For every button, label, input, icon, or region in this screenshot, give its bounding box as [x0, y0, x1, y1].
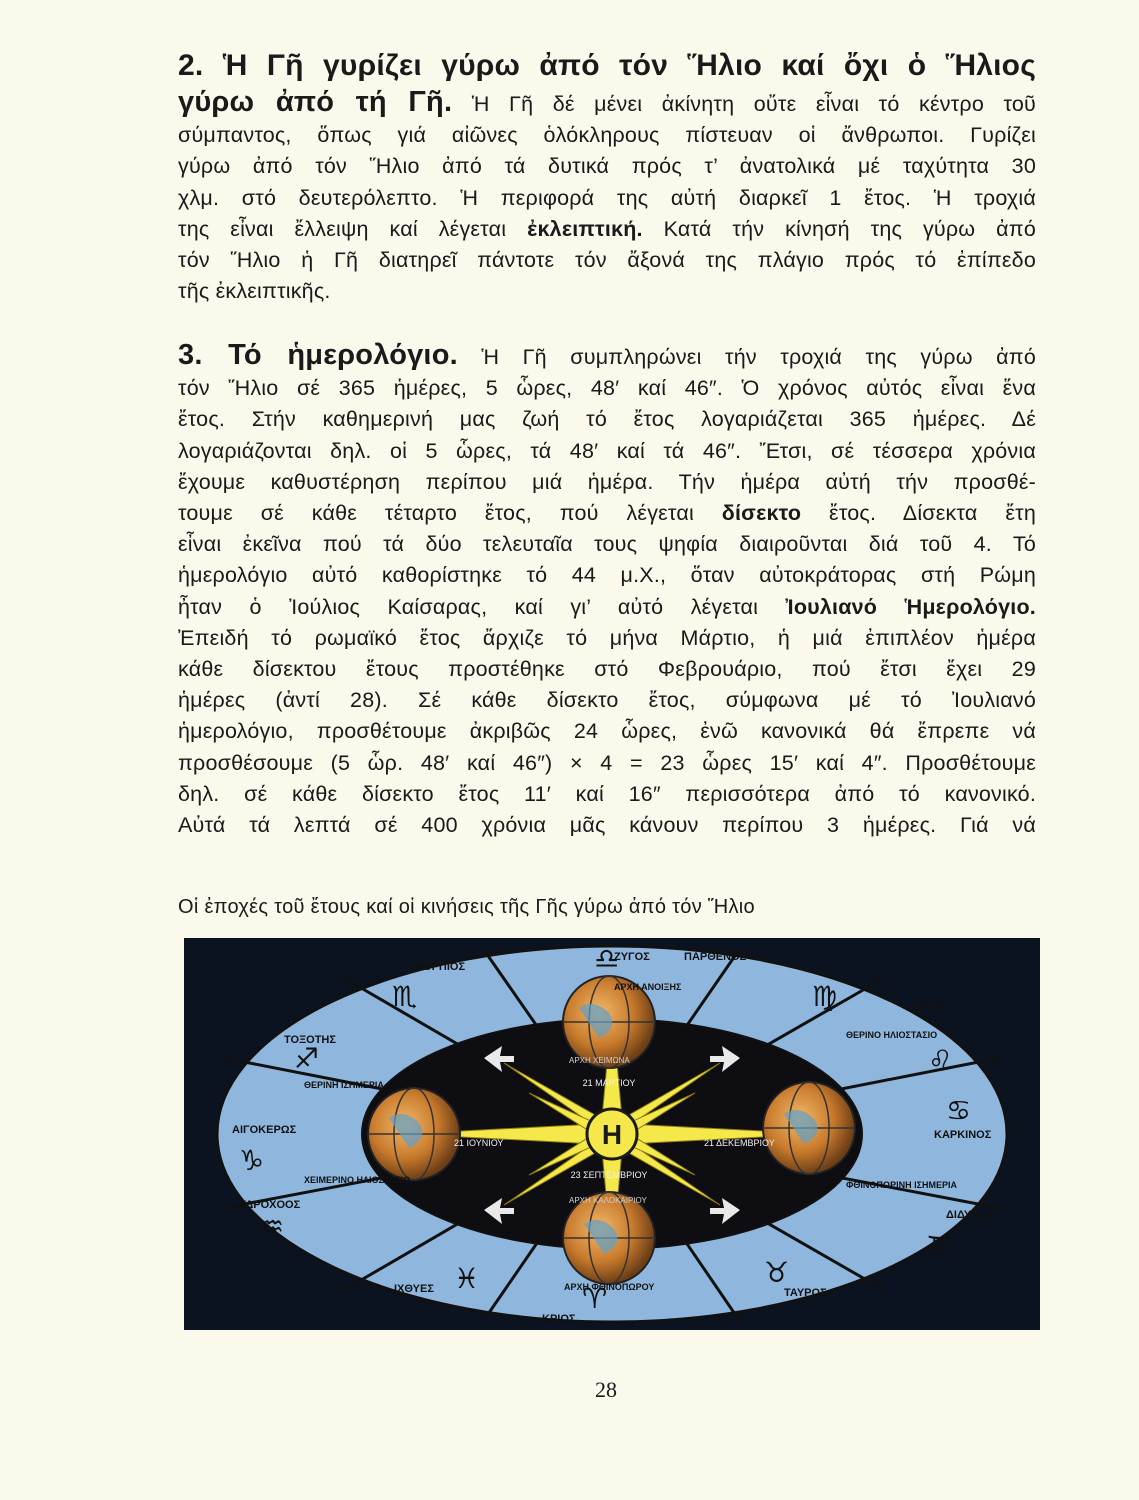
sun-label: Η	[601, 1119, 623, 1150]
label-sep-23: 23 ΣΕΠΤΕΜΒΡΙΟΥ	[570, 1170, 648, 1180]
section-2-text: Κατά τήν κίνησή της γύρω ἀπό	[642, 216, 1036, 241]
label-june-21: 21 ΙΟΥΝΙΟΥ	[454, 1138, 504, 1148]
section-2-line-1	[178, 87, 1036, 120]
earth-globe-bottom	[563, 1192, 655, 1284]
section-2-line-5	[178, 214, 1036, 245]
zodiac-leon: ΛΕΩΝ	[912, 1001, 944, 1013]
zodiac-ichthyes: ΙΧΘΥΕΣ	[394, 1283, 434, 1295]
scorpio-glyph-icon: ♏	[392, 981, 418, 1012]
section-2-line-3: γύρω ἀπό τόν Ἥλιο ἀπό τά δυτικά πρός τ’ ἀνατολικά μέ ταχύτητα 30	[178, 154, 1036, 179]
section-2-line-6: τόν Ἥλιο ἡ Γῆ διατηρεῖ πάντοτε τόν ἄξονά της πλάγιο πρός τό ἐπίπεδο	[178, 248, 1036, 273]
label-therini-isimeria: ΘΕΡΙΝΗ ΙΣΗΜΕΡΙΑ	[304, 1080, 384, 1090]
section-2-heading-cont: γύρω ἀπό τή Γῆ.	[178, 86, 453, 118]
zodiac-tavros: ΤΑΥΡΟΣ	[784, 1287, 827, 1299]
section-3	[178, 340, 1036, 841]
section-3-line-2: τόν Ἥλιο σέ 365 ἡμέρες, 5 ὧρες, 48′ καί 46″. Ὁ χρόνος αὐτός εἶναι ἕνα	[178, 376, 1036, 401]
section-3-line-13: ἡμερολόγιο, προσθέτουμε ἀκριβῶς 24 ὧρες, ἐνῶ κανονικά θά ἔπρεπε νά	[178, 719, 1036, 744]
section-2-text: της εἶναι ἔλλειψη καί λέγεται	[178, 216, 528, 241]
label-dec-21: 21 ΔΕΚΕΜΒΡΙΟΥ	[704, 1138, 775, 1148]
aries-glyph-icon: ♈	[582, 1283, 608, 1314]
section-3-heading: 3. Τό ἡμερολόγιο.	[178, 339, 458, 371]
zodiac-zygos: ΖΥΓΟΣ	[614, 951, 650, 963]
taurus-glyph-icon: ♉	[764, 1257, 790, 1288]
orbit-diagram	[184, 938, 1040, 1330]
section-2-line-4: χλμ. στό δευτερόλεπτο. Ἡ περιφορά της αὐτή διαρκεῖ 1 ἔτος. Ἡ τροχιά	[178, 185, 1036, 210]
term-disekto: δίσεκτο	[721, 501, 802, 526]
section-2-line-2: σύμπαντος, ὅπως γιά αἰῶνες ὁλόκληρους πίστευαν οἱ ἄνθρωποι. Γυρίζει	[178, 123, 1036, 148]
section-3-text: ἔτος. Δίσεκτα ἔτη	[801, 501, 1036, 526]
zodiac-aigokeros: ΑΙΓΟΚΕΡΩΣ	[232, 1124, 297, 1136]
section-2	[178, 45, 1036, 307]
section-3-line-7: εἶναι ἐκεῖνα πού τά δύο τελευταῖα τους ψηφία διαιροῦνται διά τοῦ 4. Τό	[178, 532, 1036, 557]
zodiac-ydrochoos: ΥΔΡΟΧΟΟΣ	[239, 1199, 301, 1211]
zodiac-toxotis: ΤΟΞΟΤΗΣ	[284, 1034, 336, 1046]
section-3-text: ἦταν ὁ Ἰούλιος Καίσαρας, καί γι’ αὐτό λέγεται	[178, 594, 786, 619]
section-2-heading: 2. Ἡ Γῆ γυρίζει γύρω ἀπό τόν Ἥλιο καί ὄχι ὁ Ἥλιος	[178, 49, 1036, 82]
pisces-glyph-icon: ♓	[454, 1263, 480, 1294]
term-ekleiptiki: ἐκλειπτική.	[527, 216, 643, 241]
section-3-line-14: προσθέσουμε (5 ὧρ. 48′ καί 46″) × 4 = 23 ὧρες 15′ καί 4″. Προσθέτουμε	[178, 750, 1036, 775]
section-3-line-8: ἡμερολόγιο αὐτό καθορίστηκε τό 44 μ.Χ., ὅταν αὐτοκράτορας στή Ρώμη	[178, 563, 1036, 588]
label-fthinoporini-isimeria: ΦΘΙΝΟΠΩΡΙΝΗ ΙΣΗΜΕΡΙΑ	[846, 1180, 958, 1190]
section-3-line-15: δηλ. σέ κάθε δίσεκτο ἔτος 11′ καί 16″ περισσότερα ἀπό τό κανονικό.	[178, 781, 1036, 806]
leo-glyph-icon: ♌	[928, 1045, 954, 1076]
cancer-glyph-icon: ♋	[946, 1095, 972, 1126]
virgo-glyph-icon: ♍	[812, 981, 838, 1012]
section-3-line-5: ἔχουμε καθυστέρηση περίπου μιά ἡμέρα. Τήν ἡμέρα αὐτή τήν προσθέ-	[178, 469, 1036, 494]
gemini-glyph-icon: ♊	[926, 1231, 952, 1262]
label-mar-21: 21 ΜΑΡΤΙΟΥ	[582, 1078, 636, 1088]
label-autumn-start: ΑΡΧΗ ΦΘΙΝΟΠΩΡΟΥ	[564, 1282, 655, 1292]
section-3-line-10: Ἐπειδή τό ρωμαϊκό ἔτος ἄρχιζε τό μήνα Μάρτιο, ἡ μιά ἐπιπλέον ἡμέρα	[178, 625, 1036, 650]
section-3-text: τουμε σέ κάθε τέταρτο ἔτος, πού λέγεται	[178, 501, 722, 526]
section-3-line-12: ἡμέρες (ἀντί 28). Σέ κάθε δίσεκτο ἔτος, σύμφωνα μέ τό Ἰουλιανό	[178, 688, 1036, 713]
label-therino-iliostasio: ΘΕΡΙΝΟ ΗΛΙΟΣΤΑΣΙΟ	[846, 1030, 938, 1040]
zodiac-karkinos: ΚΑΡΚΙΝΟΣ	[934, 1129, 992, 1141]
zodiac-parthenos: ΠΑΡΘΕΝΟΣ	[684, 951, 747, 963]
section-3-line-9	[178, 592, 1036, 623]
section-3-line-16: Αὐτά τά λεπτά σέ 400 χρόνια μᾶς κάνουν περίπου 3 ἡμέρες. Γιά νά	[178, 813, 1036, 838]
figure-caption: Οἱ ἐποχές τοῦ ἔτους καί οἱ κινήσεις τῆς Γῆς γύρω ἀπό τόν Ἥλιο	[178, 896, 755, 918]
page-number: 28	[595, 1377, 617, 1402]
section-3-line-3: ἔτος. Στήν καθημερινή μας ζωή τό ἔτος λογαριάζεται 365 ἡμέρες. Δέ	[178, 407, 1036, 432]
section-3-line-6	[178, 498, 1036, 529]
section-3-line-4: λογαριάζονται δηλ. οἱ 5 ὧρες, τά 48′ καί τά 46″. Ἔτσι, σέ τέσσερα χρόνια	[178, 438, 1036, 463]
earth-globe-right	[763, 1082, 855, 1174]
section-2-line-7: τῆς ἐκλειπτικῆς.	[178, 279, 331, 304]
section-3-text: Ἡ Γῆ συμπληρώνει τήν τροχιά της γύρω ἀπό	[457, 345, 1036, 369]
label-cheimerino-iliostasio: ΧΕΙΜΕΡΙΝΟ ΗΛΙΟΣΤΑΣΙΟ	[304, 1175, 411, 1185]
zodiac-didymoi: ΔΙΔΥΜΟΙ	[946, 1209, 992, 1221]
sagittarius-glyph-icon: ♐	[294, 1043, 320, 1074]
section-3-line-1	[178, 340, 1036, 373]
label-summer-start: ΑΡΧΗ ΚΑΛΟΚΑΙΡΙΟΥ	[569, 1196, 647, 1205]
section-2-text: Ἡ Γῆ δέ μένει ἀκίνητη οὔτε εἶναι τό κέντρο τοῦ	[452, 92, 1036, 116]
zodiac-krios: ΚΡΙΟΣ	[542, 1313, 576, 1325]
capricorn-glyph-icon: ♑	[239, 1145, 265, 1176]
zodiac-skorpios: ΣΚΟΡΠΙΟΣ	[409, 961, 466, 973]
libra-glyph-icon: ♎	[594, 943, 620, 974]
term-julian-calendar: Ἰουλιανό Ἡμερολόγιο.	[785, 594, 1036, 619]
earth-globe-left	[368, 1088, 460, 1180]
label-winter-start: ΑΡΧΗ ΧΕΙΜΩΝΑ	[569, 1056, 630, 1065]
label-spring-start: ΑΡΧΗ ΑΝΟΙΞΗΣ	[614, 982, 682, 992]
seasons-figure	[184, 938, 1040, 1330]
section-3-line-11: κάθε δίσεκτου ἔτους προστέθηκε στό Φεβρουάριο, πού ἔτσι ἔχει 29	[178, 657, 1036, 682]
aquarius-glyph-icon: ♒	[259, 1211, 285, 1242]
